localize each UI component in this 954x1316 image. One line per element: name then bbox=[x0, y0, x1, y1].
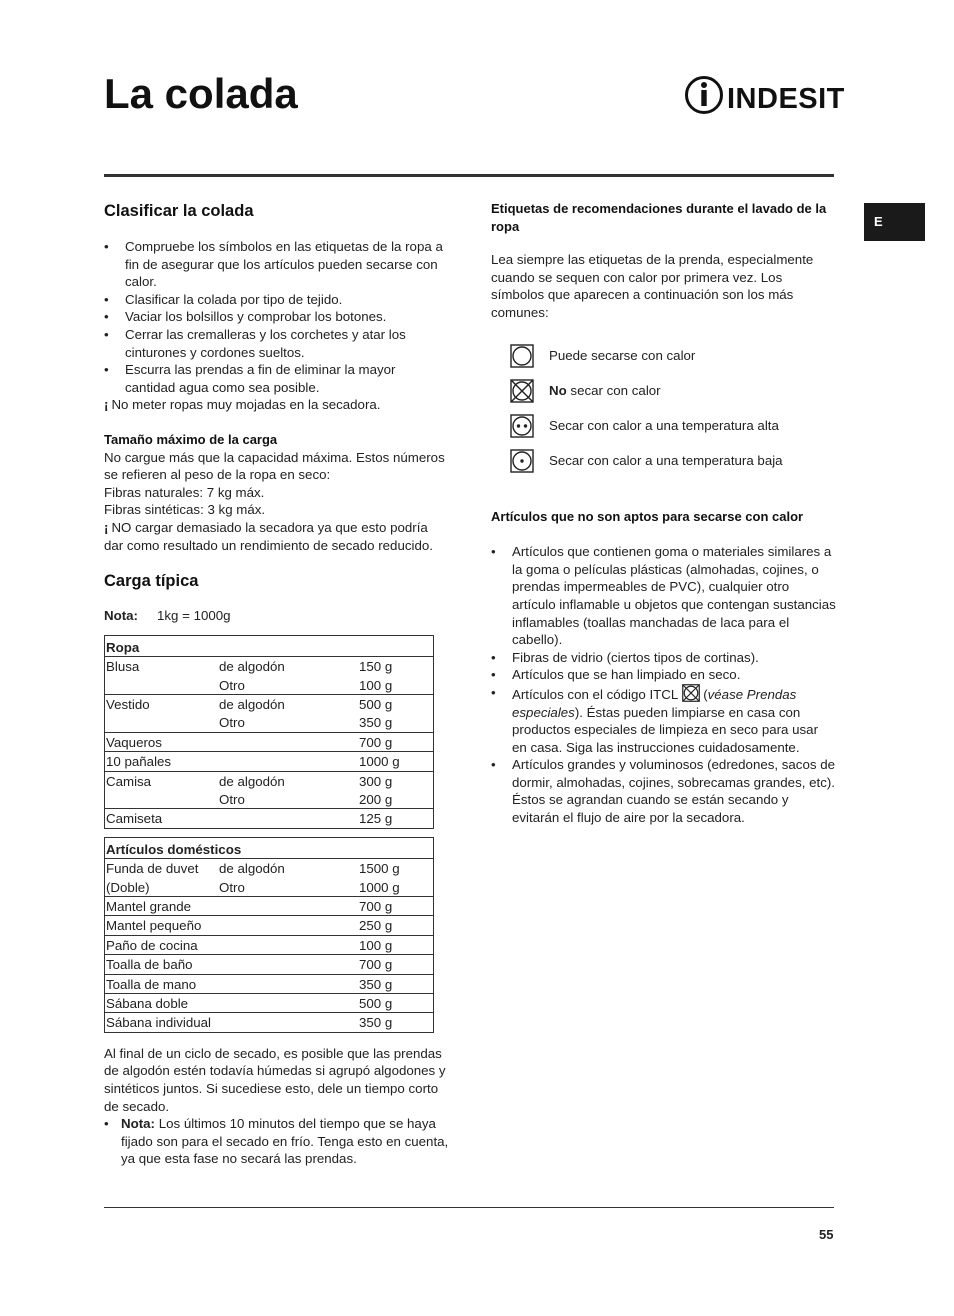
item-cell: Vaqueros bbox=[106, 734, 162, 750]
list-item: • Escurra las prendas a fin de eliminar la mayor cantidad agua como sea posible. bbox=[104, 361, 449, 396]
weight-cell: 250 g bbox=[359, 918, 393, 934]
bottom-divider bbox=[104, 1207, 834, 1208]
fabric-cell bbox=[218, 994, 358, 1013]
fabric-cell: Otro bbox=[219, 879, 245, 895]
weight-cell: 300 g bbox=[359, 773, 393, 789]
top-divider bbox=[104, 174, 834, 177]
fabric-cell: Otro bbox=[219, 791, 245, 807]
item-cell: Sábana individual bbox=[106, 1015, 211, 1031]
symbol-row bbox=[491, 339, 836, 374]
final-note-list bbox=[104, 1115, 449, 1168]
list-item: • Vaciar los bolsillos y comprobar los botones. bbox=[104, 308, 449, 326]
fabric-cell bbox=[218, 752, 358, 771]
list-item: • Cerrar las cremalleras y los corchetes y atar los cinturones y cordones sueltos. bbox=[104, 326, 449, 361]
do-not-tumble-dry-icon bbox=[682, 684, 700, 702]
symbol-label: No secar con calor bbox=[549, 383, 661, 399]
symbol-label: Secar con calor a una temperatura baja bbox=[549, 453, 783, 469]
weight-cell: 1500 g bbox=[359, 861, 400, 877]
symbol-row bbox=[491, 444, 836, 479]
item-cell bbox=[105, 676, 219, 695]
symbol-list bbox=[491, 339, 836, 479]
list-item: • Artículos que contienen goma o materiales similares a la goma o películas plásticas (almohadas, cojines, o prendas impermeables de PVC), cualquier otro artículo inflamable u objetos que contengan sustancias inflamables (toallas manchadas de laca para el cabello). bbox=[491, 543, 836, 649]
warning-icon: ¡ bbox=[104, 397, 109, 413]
max-load-text: No cargue más que la capacidad máxima. Estos números se refieren al peso de la ropa en seco: bbox=[104, 449, 445, 483]
right-column bbox=[491, 200, 836, 827]
list-item: • Compruebe los símbolos en las etiquetas de la ropa a fin de asegurar que los artículos pueden secarse con calor. bbox=[104, 238, 449, 291]
symbol-label: Secar con calor a una temperatura alta bbox=[549, 418, 779, 434]
weight-cell: 150 g bbox=[359, 659, 393, 675]
table-row bbox=[105, 878, 434, 897]
item-cell bbox=[105, 790, 219, 809]
fabric-cell bbox=[218, 809, 358, 828]
item-cell: (Doble) bbox=[106, 879, 150, 895]
warning-overload: ¡ NO cargar demasiado la secadora ya que esto podría dar como resultado un rendimiento de secado reducido. bbox=[104, 519, 433, 553]
fabric-cell: de algodón bbox=[219, 659, 285, 675]
tumble-dry-icon bbox=[510, 344, 534, 368]
max-load-title: Tamaño máximo de la carga bbox=[104, 431, 278, 447]
item-cell: 10 pañales bbox=[106, 754, 172, 770]
table-header-row bbox=[105, 837, 434, 858]
weight-cell: 125 g bbox=[359, 811, 393, 827]
item-cell: Toalla de mano bbox=[106, 976, 197, 992]
table-row bbox=[105, 916, 434, 935]
weight-cell: 700 g bbox=[359, 957, 393, 973]
item-cell: Paño de cocina bbox=[106, 937, 198, 953]
item-cell: Camisa bbox=[106, 773, 152, 789]
list-item: • Clasificar la colada por tipo de tejido. bbox=[104, 291, 449, 309]
fabric-cell bbox=[218, 896, 358, 915]
item-cell: Camiseta bbox=[106, 811, 163, 827]
item-cell: Toalla de baño bbox=[106, 957, 193, 973]
tumble-dry-low-icon bbox=[510, 449, 534, 473]
fabric-cell bbox=[218, 974, 358, 993]
fabric-cell bbox=[218, 935, 358, 954]
weight-cell: 1000 g bbox=[359, 754, 400, 770]
clothes-load-table bbox=[104, 635, 434, 829]
tumble-dry-high-icon bbox=[510, 414, 534, 438]
note-value: 1kg = 1000g bbox=[157, 608, 231, 624]
table-row bbox=[105, 771, 434, 790]
table-row bbox=[105, 935, 434, 954]
table-row bbox=[105, 859, 434, 878]
table-header: Artículos domésticos bbox=[106, 841, 242, 857]
weight-cell: 700 g bbox=[359, 898, 393, 914]
table-row bbox=[105, 694, 434, 713]
do-not-tumble-dry-icon bbox=[510, 379, 534, 403]
table-row bbox=[105, 809, 434, 828]
item-cell: Blusa bbox=[106, 659, 140, 675]
table-row bbox=[105, 676, 434, 695]
warning-icon: ¡ bbox=[104, 519, 109, 535]
table-header: Ropa bbox=[106, 639, 140, 655]
table-row bbox=[105, 657, 434, 676]
list-item: • Artículos con el código ITCL (véase Prendas especiales). Éstas pueden limpiarse en casa con productos especiales de limpieza en seco para usar en casa. Siga las instrucciones cuidadosamente. bbox=[491, 684, 836, 756]
list-item: • Nota: Los últimos 10 minutos del tiempo que se haya fijado son para el secado en frío. Tenga esto en cuenta, ya que esta fase no secará las prendas. bbox=[104, 1115, 449, 1168]
fabric-cell: de algodón bbox=[219, 773, 285, 789]
fabric-cell bbox=[218, 955, 358, 974]
fabric-cell: Otro bbox=[219, 677, 245, 693]
section-title-typical-load: Carga típica bbox=[104, 572, 199, 591]
table-row bbox=[105, 994, 434, 1013]
page-title: La colada bbox=[104, 70, 298, 117]
fabric-cell bbox=[218, 916, 358, 935]
list-item: • Fibras de vidrio (ciertos tipos de cortinas). bbox=[491, 649, 836, 667]
weight-cell: 350 g bbox=[359, 976, 393, 992]
fabric-cell bbox=[218, 732, 358, 751]
natural-fibres-limit: Fibras naturales: 7 kg máx. bbox=[104, 484, 265, 500]
weight-cell: 100 g bbox=[359, 937, 393, 953]
item-cell: Mantel grande bbox=[106, 898, 192, 914]
table-row bbox=[105, 713, 434, 732]
warning-wet-clothes: ¡ No meter ropas muy mojadas en la secadora. bbox=[104, 397, 381, 413]
section-title-sort: Clasificar la colada bbox=[104, 202, 254, 220]
unsuitable-list bbox=[491, 543, 836, 827]
fabric-cell: de algodón bbox=[219, 861, 285, 877]
symbol-row bbox=[491, 374, 836, 409]
fabric-cell bbox=[218, 1013, 358, 1032]
table-row bbox=[105, 790, 434, 809]
item-cell bbox=[105, 713, 219, 732]
table-row bbox=[105, 955, 434, 974]
note-label: Nota: bbox=[104, 608, 138, 624]
unsuitable-items-title: Artículos que no son aptos para secarse con calor bbox=[491, 508, 804, 524]
weight-cell: 500 g bbox=[359, 996, 393, 1011]
table-row bbox=[105, 896, 434, 915]
table-row bbox=[105, 974, 434, 993]
weight-cell: 200 g bbox=[359, 791, 393, 807]
symbol-label: Puede secarse con calor bbox=[549, 348, 696, 364]
household-load-table bbox=[104, 837, 434, 1033]
final-paragraph: Al final de un ciclo de secado, es posible que las prendas de algodón estén todavía húmedas si agrupó algodones y sintéticos juntos. Si sucediese esto, dele un tiempo corto de secado. bbox=[104, 1045, 446, 1114]
svg-text:INDESIT: INDESIT bbox=[727, 83, 844, 115]
fabric-cell: Otro bbox=[219, 715, 245, 731]
synthetic-fibres-limit: Fibras sintéticas: 3 kg máx. bbox=[104, 502, 266, 518]
table-row bbox=[105, 732, 434, 751]
indesit-logo bbox=[684, 75, 844, 117]
care-labels-title: Etiquetas de recomendaciones durante el lavado de la ropa bbox=[491, 201, 827, 234]
fabric-cell: de algodón bbox=[219, 696, 285, 712]
weight-cell: 350 g bbox=[359, 1015, 393, 1031]
language-tab: E bbox=[864, 203, 925, 241]
weight-cell: 500 g bbox=[359, 696, 393, 712]
item-cell: Sábana doble bbox=[106, 996, 189, 1011]
weight-cell: 1000 g bbox=[359, 879, 400, 895]
list-item: • Artículos que se han limpiado en seco. bbox=[491, 666, 836, 684]
left-column bbox=[104, 200, 449, 1168]
care-labels-intro: Lea siempre las etiquetas de la prenda, especialmente cuando se sequen con calor por primera vez. Los símbolos que aparecen a continuación son los más comunes: bbox=[491, 252, 814, 320]
table-row bbox=[105, 1013, 434, 1032]
item-cell: Funda de duvet bbox=[106, 861, 199, 877]
page-number: 55 bbox=[819, 1227, 834, 1242]
sort-list bbox=[104, 238, 449, 396]
item-cell: Mantel pequeño bbox=[106, 918, 202, 934]
table-row bbox=[105, 752, 434, 771]
symbol-row bbox=[491, 409, 836, 444]
weight-cell: 700 g bbox=[359, 734, 393, 750]
weight-cell: 100 g bbox=[359, 677, 393, 693]
unit-note bbox=[104, 607, 449, 625]
item-cell: Vestido bbox=[106, 696, 150, 712]
list-item: • Artículos grandes y voluminosos (edredones, sacos de dormir, almohadas, cojines, sobrecamas grandes, etc). Éstos se agrandan cuando se están secando y evitarán el flujo de aire por la secadora. bbox=[491, 756, 836, 826]
weight-cell: 350 g bbox=[359, 715, 393, 731]
table-header-row bbox=[105, 635, 434, 656]
